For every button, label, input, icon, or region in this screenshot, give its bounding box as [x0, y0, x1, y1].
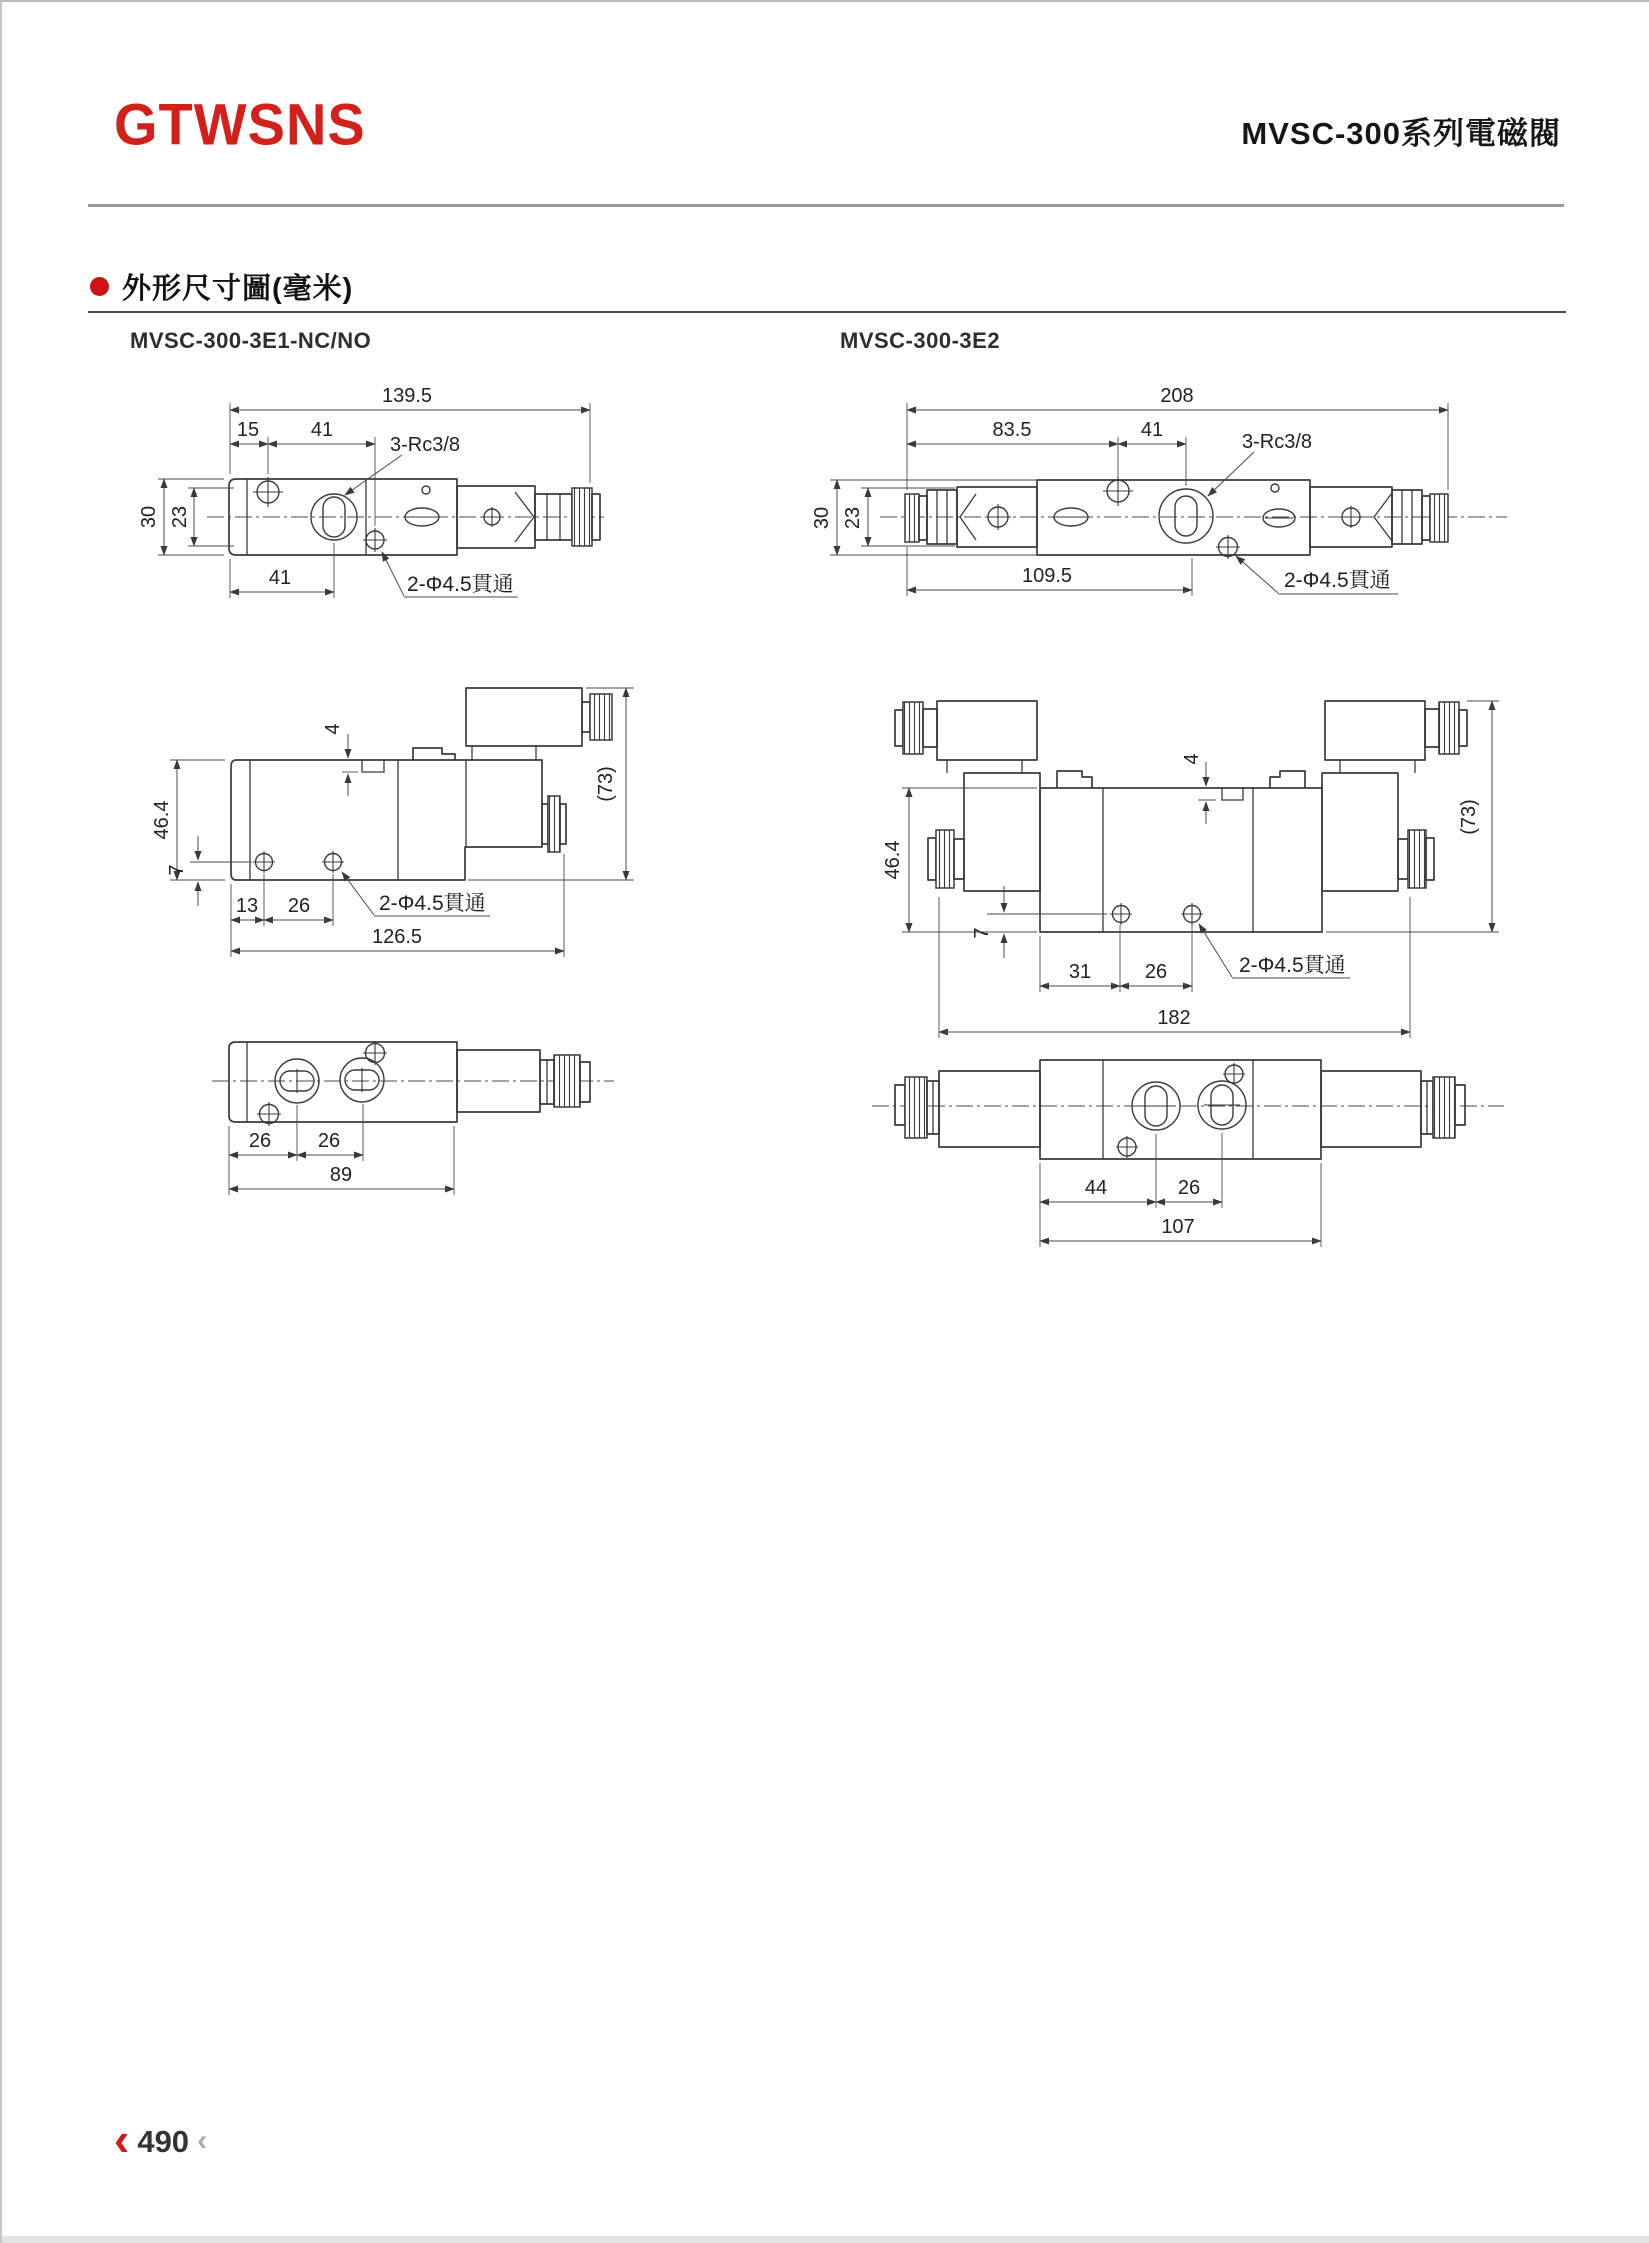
dim-label: 26: [317, 1130, 341, 1152]
dim-label: 41: [268, 567, 292, 589]
dim-label: 30: [138, 505, 160, 529]
view-3e1-top: [138, 385, 604, 598]
view-3e1-side: [151, 688, 634, 957]
drawing-label-3e1: MVSC-300-3E1-NC/NO: [130, 328, 372, 353]
dim-label: 208: [1160, 385, 1194, 407]
through-hole-label: 2-Φ4.5貫通: [1284, 569, 1391, 592]
port-thread-label: 3-Rc3/8: [390, 434, 461, 456]
dim-label: 46.4: [882, 840, 904, 880]
brand-logo: GTWSNS: [114, 91, 366, 158]
through-hole-label: 2-Φ4.5貫通: [407, 573, 514, 596]
page-title: MVSC-300系列電磁閥: [1241, 116, 1561, 151]
dim-label: 26: [1177, 1177, 1201, 1199]
dim-label: 41: [1140, 419, 1164, 441]
dim-label: 23: [842, 506, 864, 530]
dim-label: 31: [1068, 961, 1092, 983]
view-3e2-top: [811, 385, 1507, 596]
dim-label: 4: [1181, 753, 1203, 765]
dim-label: 83.5: [992, 419, 1032, 441]
dim-label: 13: [235, 895, 259, 917]
view-3e2-side: [882, 701, 1499, 1038]
dim-label: 7: [166, 864, 188, 876]
view-3e1-bottom: [212, 1041, 614, 1195]
dim-label: 89: [329, 1164, 353, 1186]
through-hole-label: 2-Φ4.5貫通: [1239, 954, 1346, 977]
dim-label: 7: [971, 927, 993, 939]
dim-label: 4: [322, 723, 344, 735]
dim-label: 26: [248, 1130, 272, 1152]
dim-label: 46.4: [151, 800, 173, 840]
port-thread-label: 3-Rc3/8: [1242, 431, 1313, 453]
dimension-drawings: [2, 2, 1649, 2243]
dim-label: 44: [1084, 1177, 1108, 1199]
dim-label: 23: [169, 505, 191, 529]
view-3e2-bottom: [872, 1060, 1504, 1247]
dim-label: 126.5: [371, 926, 423, 948]
dim-label: 139.5: [381, 385, 433, 407]
section-title: 外形尺寸圖(毫米): [122, 273, 354, 305]
dim-label: 182: [1157, 1007, 1191, 1029]
dim-label: (73): [1458, 799, 1480, 835]
through-hole-label: 2-Φ4.5貫通: [379, 892, 486, 915]
dim-label: 107: [1161, 1216, 1195, 1238]
page-number: 490: [137, 2124, 190, 2159]
chevron-left-small-icon: ‹: [197, 2124, 208, 2157]
drawing-label-3e2: MVSC-300-3E2: [840, 328, 1001, 353]
dim-label: 109.5: [1021, 565, 1073, 587]
dim-label: (73): [595, 766, 617, 802]
dim-label: 41: [310, 419, 334, 441]
chevron-left-icon: ‹: [114, 2113, 130, 2165]
dim-label: 26: [1144, 961, 1168, 983]
page-bottom-edge: [2, 2236, 1649, 2243]
dim-label: 15: [236, 419, 260, 441]
dim-label: 30: [811, 506, 833, 530]
page-footer: [114, 2113, 208, 2165]
dim-label: 26: [287, 895, 311, 917]
